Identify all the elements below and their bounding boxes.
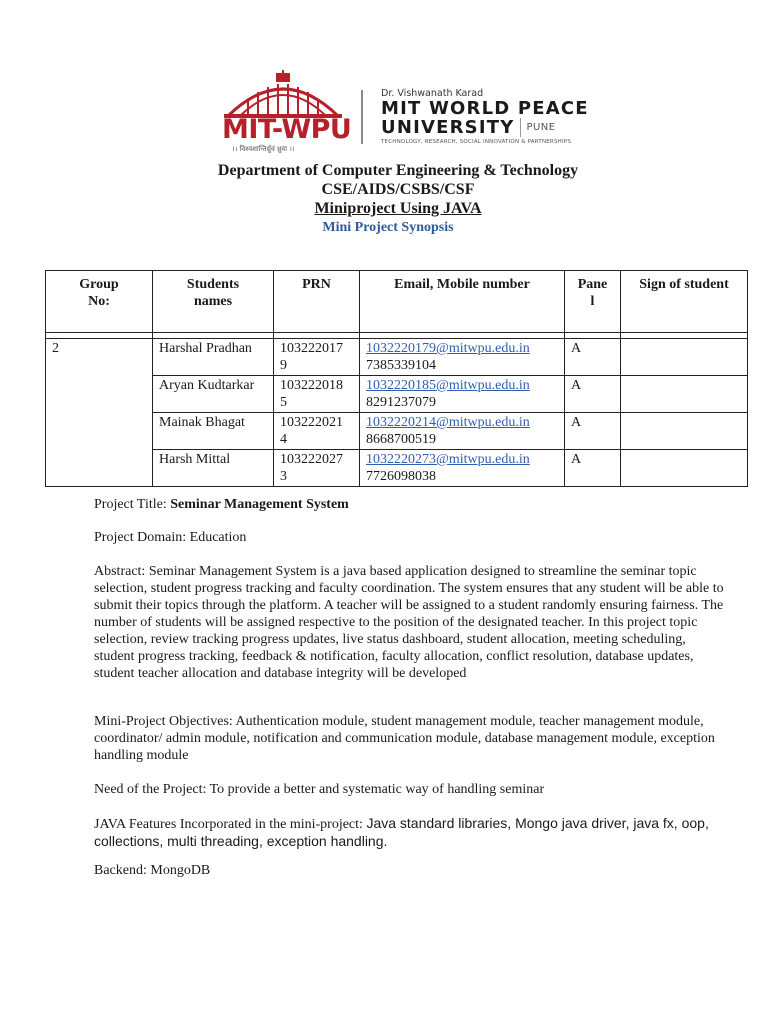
- university-name-block: [381, 88, 589, 145]
- sign-cell: [621, 376, 748, 413]
- project-need: Need of the Project: To provide a better and systematic way of handling seminar: [94, 782, 545, 797]
- university-name-line1: MIT WORLD PEACE: [381, 98, 589, 119]
- panel-cell: A: [565, 413, 621, 450]
- project-backend: Backend: MongoDB: [94, 863, 211, 878]
- email-link[interactable]: 1032220214@mitwpu.edu.in: [366, 415, 530, 430]
- java-features-label: JAVA Features Incorporated in the mini-project:: [94, 817, 367, 832]
- java-features-list: Java standard libraries, Mongo java driver, java fx, oop, collections, multi threading, exception handling.: [94, 815, 709, 849]
- mobile-number: 8291237079: [366, 395, 436, 410]
- panel-cell: A: [565, 450, 621, 487]
- founder-name: Dr. Vishwanath Karad: [381, 88, 484, 99]
- course-heading: [0, 199, 768, 218]
- email-link[interactable]: 1032220185@mitwpu.edu.in: [366, 378, 530, 393]
- student-name: Harsh Mittal: [153, 450, 274, 487]
- mit-wpu-wordmark: MIT-WPU: [222, 114, 352, 145]
- prn-cell: 103222017 9: [274, 339, 360, 376]
- mobile-number: 7726098038: [366, 469, 436, 484]
- email-link[interactable]: 1032220273@mitwpu.edu.in: [366, 452, 530, 467]
- dome-emblem-icon: [218, 70, 348, 118]
- department-heading: Department of Computer Engineering & Technology: [217, 162, 579, 179]
- header-sign: Sign of student: [621, 271, 748, 333]
- project-title-label: Project Title:: [94, 497, 171, 512]
- prn-cell: 103222021 4: [274, 413, 360, 450]
- header-prn: PRN: [274, 271, 360, 333]
- email-mobile-cell: [360, 413, 565, 450]
- java-features: [94, 815, 724, 851]
- student-name: Harshal Pradhan: [153, 339, 274, 376]
- table-header-row: [46, 271, 748, 333]
- prn-cell: 103222027 3: [274, 450, 360, 487]
- email-link[interactable]: 1032220179@mitwpu.edu.in: [366, 341, 530, 356]
- programs-heading: CSE/AIDS/CSBS/CSF: [321, 181, 475, 198]
- university-tagline: TECHNOLOGY, RESEARCH, SOCIAL INNOVATION & PARTNERSHIPS: [381, 139, 572, 145]
- email-mobile-cell: [360, 450, 565, 487]
- logo-divider: [361, 90, 363, 144]
- project-abstract: Abstract: Seminar Management System is a java based application designed to streamline the seminar topic selection, student progress tracking and faculty coordination. The system ensures that any student will be able to submit their topics through the platform. A teacher will be assigned to a student randomly ensuring fairness. The number of students will be assigned respective to the position of the designated teacher. In this project topic selection, review tracking progress updates, live status dashboard, student allocation, meeting scheduling, student progress tracking, feedback & notification, faculty allocation, conflict resolution, database updates, student teacher allocation and database integrity will be developed: [94, 564, 724, 681]
- project-objectives: Mini-Project Objectives: Authentication module, student management module, teacher management module, coordinator/ admin module, notification and communication module, database management module, exception handling module: [94, 714, 715, 763]
- group-number-cell: 2: [46, 339, 153, 487]
- header-student-names: Students names: [153, 271, 274, 333]
- email-mobile-cell: [360, 376, 565, 413]
- sign-cell: [621, 450, 748, 487]
- student-name: Aryan Kudtarkar: [153, 376, 274, 413]
- student-name: Mainak Bhagat: [153, 413, 274, 450]
- city-label: PUNE: [520, 118, 555, 137]
- sign-cell: [621, 413, 748, 450]
- table-row: [46, 339, 748, 376]
- university-word: UNIVERSITY: [381, 117, 515, 138]
- header-group-no: Group No:: [46, 271, 153, 333]
- logo-tagline-sanskrit: ।। विश्वशान्तिर्ध्रुवं ध्रुवा ।।: [232, 145, 295, 153]
- mobile-number: 8668700519: [366, 432, 436, 447]
- header-panel: Pane l: [565, 271, 621, 333]
- university-name-line2: [381, 118, 589, 137]
- document-type-heading: Mini Project Synopsis: [322, 220, 454, 235]
- panel-cell: A: [565, 339, 621, 376]
- prn-cell: 103222018 5: [274, 376, 360, 413]
- university-logo: [218, 70, 638, 153]
- header-email-mobile: Email, Mobile number: [360, 271, 565, 333]
- course-title: Miniproject Using JAVA: [314, 200, 482, 217]
- project-domain: Project Domain: Education: [94, 530, 247, 545]
- mobile-number: 7385339104: [366, 358, 436, 373]
- project-title-value: Seminar Management System: [170, 497, 349, 512]
- panel-cell: A: [565, 376, 621, 413]
- members-table: [45, 270, 748, 487]
- email-mobile-cell: [360, 339, 565, 376]
- project-title: [94, 496, 724, 513]
- sign-cell: [621, 339, 748, 376]
